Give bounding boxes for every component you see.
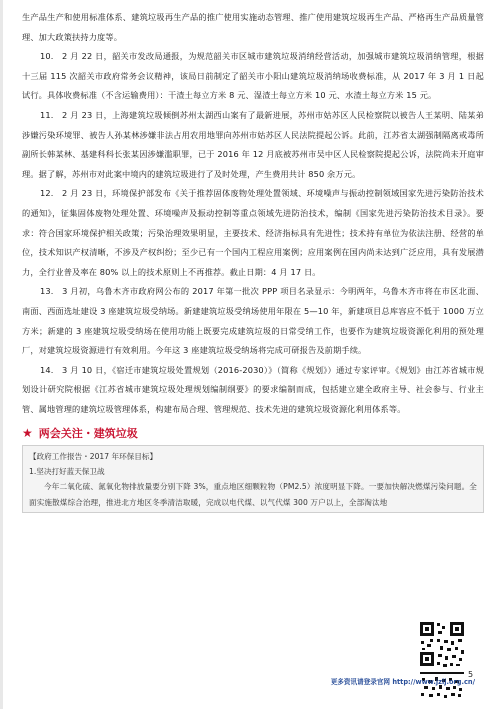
section-heading <box>22 424 484 442</box>
page-edge <box>0 0 3 709</box>
paragraph-intro: 生产品生产和使用标准体系、建筑垃圾再生产品的推广使用实施动态管理、推广使用建筑垃圾再生产品、严格再生产品质量管理、加大政策扶持力度等。 <box>22 12 484 42</box>
report-box-title: 【政府工作报告・2017 年环保目标】 <box>29 452 158 462</box>
news-item-12: 12. 2 月 23 日，环境保护部发布《关于推荐固体废物处理处置领域、环境噪声与振动控制领域国家先进污染防治技术的通知》，征集固体废物处理处置、环境噪声及振动控制等重点领域先进防治技术，编制《国家先进污染防治技术目录》。要求：符合国家环境保护相关政策；污染治理效果明显，主要技术、经济指标具有先进性；技术持有单位为依法注册、经营的单位，技术知识产权清晰，不涉及产权纠纷；至少已有一个国内工程应用案例；应用案例在国内尚未达到广泛应用，具有发展潜力，全行业普及率在 80% 以上的技术原则上不再推荐。截止日期：4 月 17 日。 <box>22 188 484 277</box>
report-box <box>22 445 484 513</box>
star-icon: ★ <box>22 426 33 441</box>
report-box-subtitle: 1.坚决打好蓝天保卫战 <box>29 467 105 477</box>
qr-code-icon <box>418 620 466 700</box>
report-box-body: 今年二氧化硫、氮氧化物排放量要分别下降 3%，重点地区细颗粒物（PM2.5）浓度明显下降。一要加快解决燃煤污染问题。全面实施散煤综合治理，推进北方地区冬季清洁取暖，完成以电代煤、以气代煤 300 万户以上，全部淘汰地 <box>29 482 477 507</box>
news-item-14: 14. 3 月 10 日，《宿迁市建筑垃圾处置规划（2016-2030）》（简称《规划》）通过专家评审。《规划》由江苏省城市规划设计研究院根据《江苏省城市建筑垃圾处理规划编制纲要》的要求编制而成，包括建立建全政府主导、社会参与、行业主管、属地管理的建筑垃圾管理体系，构建布局合理、管理规范、技术先进的建筑垃圾资源化利用体系等。 <box>22 364 484 414</box>
news-item-11: 11. 2 月 23 日，上海建筑垃圾倾倒苏州太湖西山案有了最新进展，苏州市姑苏区人民检察院以被告人王某明、陆某弟涉嫌污染环境罪、被告人孙某林涉嫌非法占用农用地罪向苏州市姑苏区人民法院提起公诉。此前，江苏省太湖强制隔离戒毒所副所长韩某林、基建科科长张某因涉嫌滥职罪，已于 2016 年 12 月底被苏州市吴中区人民检察院提起公诉，法院尚未开庭审理。据了解，苏州市对此案中境内的建筑垃圾进行了及时处理，产生费用共计 850 余万元。 <box>22 109 484 179</box>
news-item-13: 13. 3 月初，乌鲁木齐市政府网公布的 2017 年第一批次 PPP 项目名录显示：今明两年，乌鲁木齐市将在市区北面、南面、西面选址建设 3 座建筑垃圾受纳场。新建建筑垃圾受纳场使用年限在 5—10 年，新建项目总库容应不低于 1000 万立方米；新建的 3 座建筑垃圾受纳场在使用功能上既要完成建筑垃圾的日常受纳工作，也要作为建筑垃圾资源化利用的预处理厂，对建筑垃圾资源进行有效利用。今年这 3 座建筑垃圾受纳场将完成可研报告及前期手续。 <box>22 286 484 356</box>
article-body <box>22 8 484 513</box>
news-item-10: 10. 2 月 22 日，韶关市发改局通报，为规范韶关市区城市建筑垃圾消纳经营活动，加强城市建筑垃圾消纳管理，根据十三届 115 次韶关市政府常务会议精神，该局日前制定了韶关市小阳山建筑垃圾消纳场收费标准，从 2017 年 3 月 1 日起试行。具体收费标准（不含运输费用）：干渣土每立方米 8 元、湿渣土每立方米 10 元、水渣土每立方米 15 元。 <box>22 51 484 101</box>
section-title: 两会关注・建筑垃圾 <box>38 427 138 441</box>
page-number: 5 <box>468 670 474 679</box>
website-footer-link[interactable]: 更多资讯请登录官网 http://www.jzlj.org.cn/ <box>330 678 475 686</box>
